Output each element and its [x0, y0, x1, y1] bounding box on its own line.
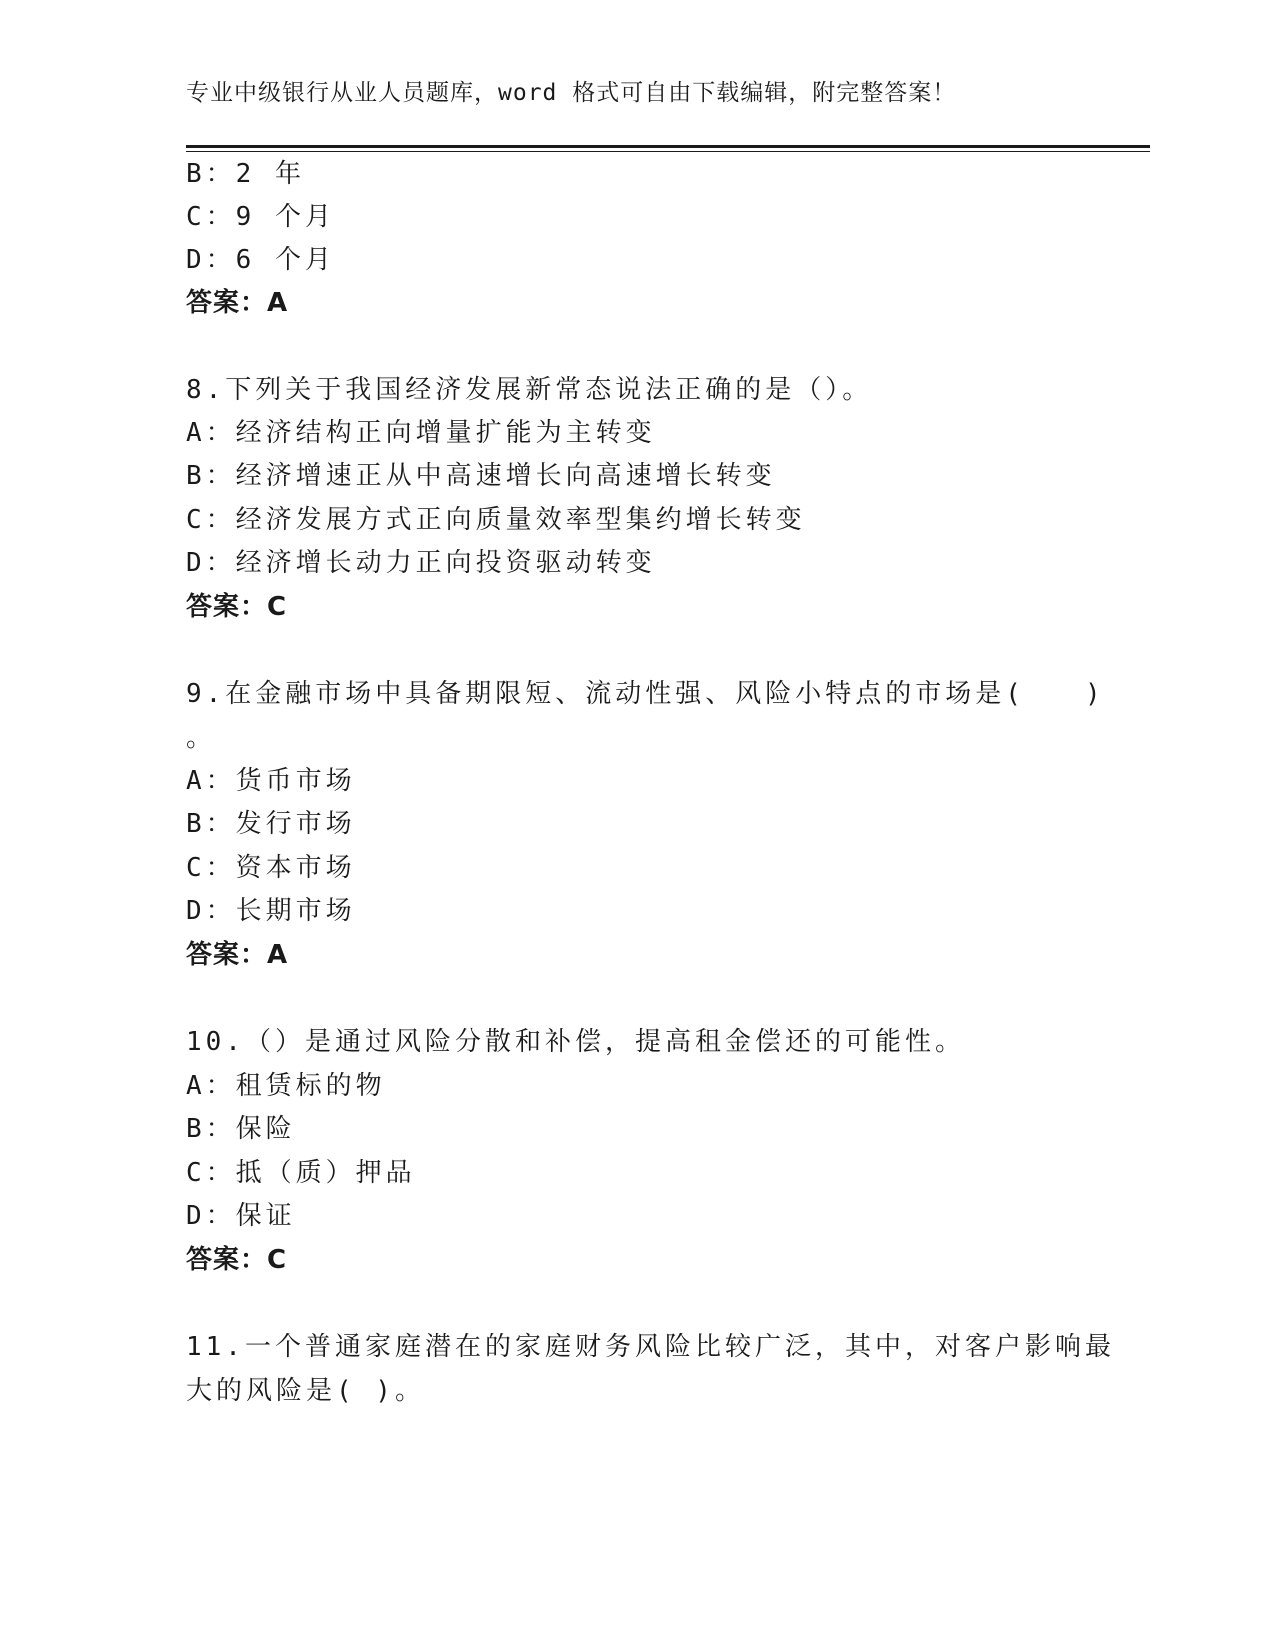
option-a: A：经济结构正向增量扩能为主转变: [186, 418, 656, 448]
question-stem-line-2: 。: [186, 723, 217, 753]
question-stem: 8.下列关于我国经济发展新常态说法正确的是（）。: [186, 375, 873, 405]
option-a: A：货币市场: [186, 766, 356, 796]
header-title: 专业中级银行从业人员题库，word 格式可自由下载编辑，附完整答案！: [186, 80, 957, 106]
question-stem: 10.（）是通过风险分散和补偿，提高租金偿还的可能性。: [186, 1027, 965, 1057]
question-stem-line-2: 大的风险是( )。: [186, 1376, 425, 1406]
option-b: B：发行市场: [186, 809, 356, 839]
question-stem-line-1: 11.一个普通家庭潜在的家庭财务风险比较广泛，其中，对客户影响最: [186, 1332, 1115, 1362]
option-d: D：保证: [186, 1201, 296, 1231]
option-c: C：经济发展方式正向质量效率型集约增长转变: [186, 505, 806, 535]
option-a: A：租赁标的物: [186, 1071, 386, 1101]
option-d: D：长期市场: [186, 896, 356, 926]
option-b: B：经济增速正从中高速增长向高速增长转变: [186, 461, 776, 491]
option-c: C：资本市场: [186, 853, 356, 883]
answer: 答案：A: [186, 940, 289, 970]
option-d: D：经济增长动力正向投资驱动转变: [186, 548, 656, 578]
answer: 答案：C: [186, 592, 288, 622]
header-rule-thin: [186, 151, 1150, 152]
option-c: C：抵（质）押品: [186, 1158, 416, 1188]
option-d: D：6 个月: [186, 245, 335, 275]
answer: 答案：C: [186, 1245, 288, 1275]
option-b: B：2 年: [186, 159, 305, 189]
answer: 答案：A: [186, 288, 289, 318]
option-b: B：保险: [186, 1114, 296, 1144]
option-c: C：9 个月: [186, 202, 335, 232]
question-stem-line-1: 9.在金融市场中具备期限短、流动性强、风险小特点的市场是( ): [186, 679, 1105, 709]
header-rule-thick: [186, 145, 1150, 148]
